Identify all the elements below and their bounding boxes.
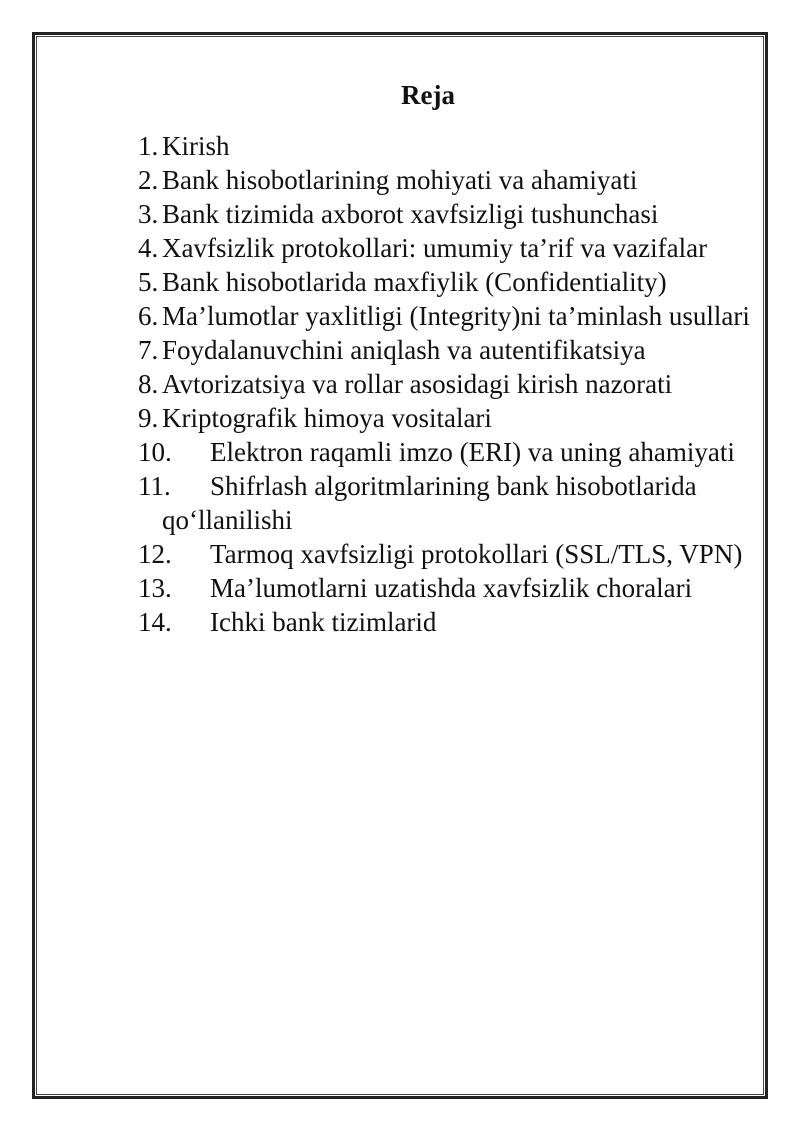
list-item-text: Avtorizatsiya va rollar asosidagi kirish nazorati xyxy=(162,369,673,399)
list-item-text: Ichki bank tizimlarid xyxy=(210,607,437,637)
list-item-number: 3. xyxy=(138,199,159,229)
list-item-text: Ma’lumotlarni uzatishda xavfsizlik choralari xyxy=(210,573,693,603)
plan-list xyxy=(138,129,758,639)
list-item xyxy=(138,265,758,299)
list-item-text: Xavfsizlik protokollari: umumiy ta’rif va vazifalar xyxy=(162,233,708,263)
list-item xyxy=(138,299,758,333)
list-item xyxy=(138,469,758,537)
list-item xyxy=(138,367,758,401)
list-item xyxy=(138,571,758,605)
list-item xyxy=(138,333,758,367)
list-item-text: Kriptografik himoya vositalari xyxy=(162,403,492,433)
list-item xyxy=(138,197,758,231)
list-item-text: Bank hisobotlarida maxfiylik (Confidentiality) xyxy=(162,267,667,297)
page-title: Reja xyxy=(401,80,455,110)
list-item-number: 6. xyxy=(138,301,159,331)
list-item-text: Elektron raqamli imzo (ERI) va uning ahamiyati xyxy=(210,437,735,467)
list-item xyxy=(138,129,758,163)
list-item-number: 7. xyxy=(138,335,159,365)
list-item-number: 13. xyxy=(138,573,172,603)
list-item-text: Foydalanuvchini aniqlash va autentifikatsiya xyxy=(162,335,646,365)
list-item-number: 4. xyxy=(138,233,159,263)
list-item-text: Bank hisobotlarining mohiyati va ahamiyati xyxy=(162,165,638,195)
list-item xyxy=(138,231,758,265)
list-item-number: 8. xyxy=(138,369,159,399)
list-item-text: Tarmoq xavfsizligi protokollari (SSL/TLS, VPN) xyxy=(210,539,743,569)
list-item-number: 2. xyxy=(138,165,159,195)
list-item-number: 1. xyxy=(138,131,159,161)
list-item-text: Ma’lumotlar yaxlitligi (Integrity)ni ta’minlash usullari xyxy=(162,301,750,331)
list-item xyxy=(138,163,758,197)
list-item-number: 14. xyxy=(138,607,172,637)
list-item-text: Kirish xyxy=(162,131,230,161)
list-item xyxy=(138,435,758,469)
list-item-number: 5. xyxy=(138,267,159,297)
list-item-text: Bank tizimida axborot xavfsizligi tushunchasi xyxy=(162,199,659,229)
list-item xyxy=(138,401,758,435)
list-item-number: 9. xyxy=(138,403,159,433)
list-item-number: 11. xyxy=(138,471,171,501)
list-item-text: Shifrlash algoritmlarining bank hisobotlarida qo‘llanilishi xyxy=(162,471,697,535)
list-item xyxy=(138,605,758,639)
list-item-number: 12. xyxy=(138,539,172,569)
list-item xyxy=(138,537,758,571)
list-item-number: 10. xyxy=(138,437,172,467)
